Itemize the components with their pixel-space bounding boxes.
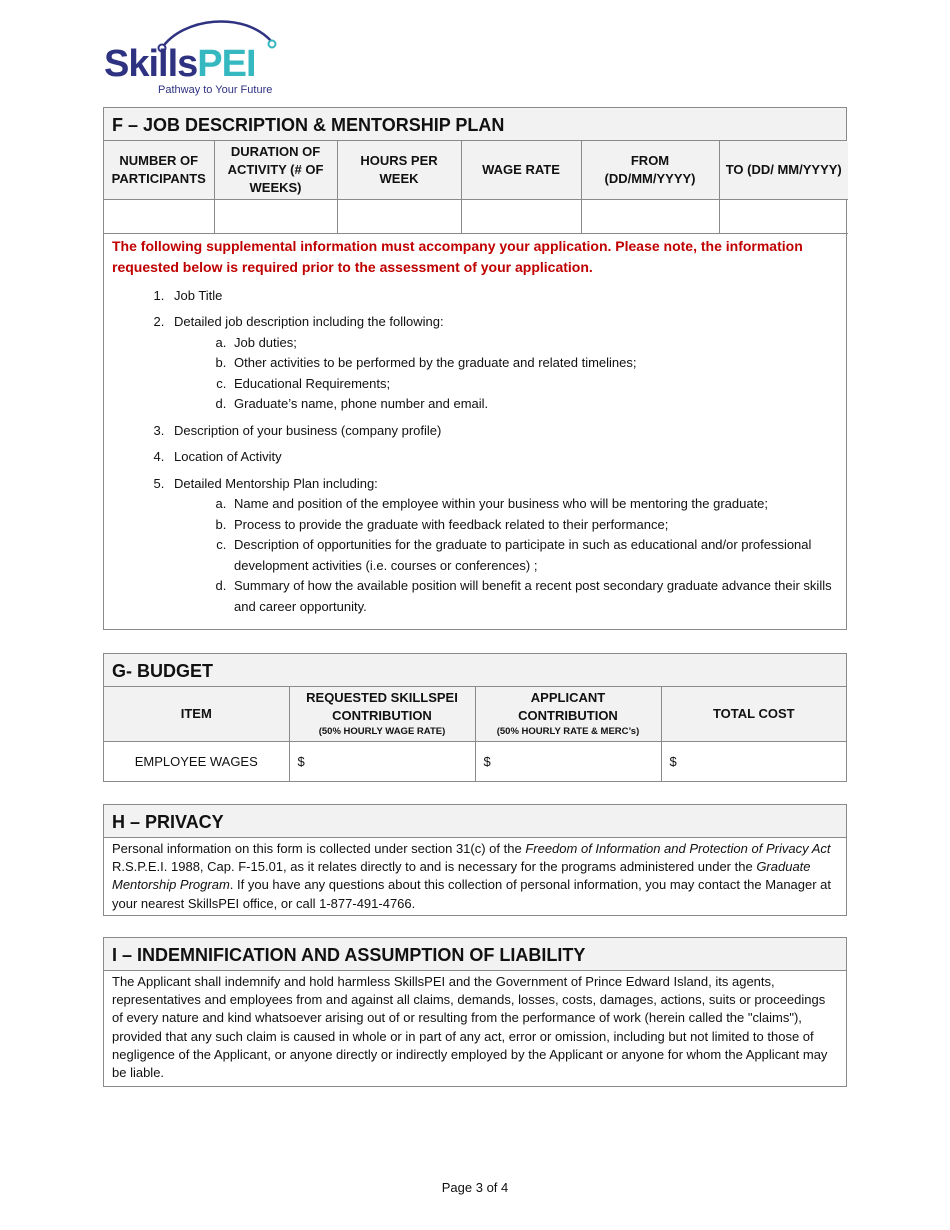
input-wage[interactable] bbox=[461, 199, 581, 233]
section-h-title: H – PRIVACY bbox=[104, 805, 846, 838]
skillspei-logo bbox=[104, 14, 284, 100]
sub-list-item: b. Other activities to be performed by the graduate and related timelines; bbox=[230, 353, 846, 374]
input-applicant-amount[interactable]: $ bbox=[475, 741, 661, 781]
sub-list bbox=[174, 494, 846, 617]
sub-list bbox=[174, 333, 846, 415]
list-item: 2. Detailed job description including the following: a. Job duties; b. Other activities to be performed by the graduate and related timelines; c. Educational Requirements; d. Graduate’s name, phone number and email. bbox=[168, 312, 846, 415]
input-requested-amount[interactable]: $ bbox=[289, 741, 475, 781]
section-g-title: G- BUDGET bbox=[104, 654, 846, 687]
supplemental-notice: The following supplemental information must accompany your application. Please note, the information requested below is required prior to the assessment of your application. bbox=[112, 237, 803, 275]
header-requested-contribution: REQUESTED SKILLSPEI CONTRIBUTION (50% HOURLY WAGE RATE) bbox=[289, 687, 475, 741]
input-duration[interactable] bbox=[214, 199, 337, 233]
list-item: 4. Location of Activity bbox=[168, 447, 846, 468]
sub-list-item: d. Summary of how the available position will benefit a recent post secondary graduate advance their skills and career opportunity. bbox=[230, 576, 846, 617]
requirements-list bbox=[104, 286, 846, 618]
header-wage: WAGE RATE bbox=[461, 141, 581, 199]
header-participants: NUMBER OF PARTICIPANTS bbox=[104, 141, 214, 199]
participants-table bbox=[104, 141, 848, 234]
header-hours: HOURS PER WEEK bbox=[337, 141, 461, 199]
sub-list-item: d. Graduate’s name, phone number and email. bbox=[230, 394, 846, 415]
section-f-title: F – JOB DESCRIPTION & MENTORSHIP PLAN bbox=[104, 108, 846, 141]
indemnification-text: The Applicant shall indemnify and hold harmless SkillsPEI and the Government of Prince Edward Island, its agents, representatives and employees from and against all claims, demands, losses, costs, damages, actions, suits or proceedings of every nature and kind whatsoever arising out of or resulting from the performance of work (herein called the "claims"), provided that any such claim is caused in whole or in part of any act, error or omission, including but not limited to those of negligence of the Applicant, or anyone directly or indirectly employed by the Applicant or anyone for whom the Applicant may be liable. bbox=[112, 974, 828, 1081]
logo-tagline: Pathway to Your Future bbox=[158, 84, 273, 96]
sub-list-item: c. Description of opportunities for the graduate to participate in such as educational and/or professional development activities (i.e. courses or conferences) ; bbox=[230, 535, 846, 576]
header-from: FROM (DD/MM/YYYY) bbox=[581, 141, 719, 199]
input-participants[interactable] bbox=[104, 199, 214, 233]
budget-table bbox=[104, 687, 846, 782]
section-f bbox=[103, 107, 847, 630]
logo-wordmark: SkillsPEI bbox=[104, 43, 256, 85]
list-item: 3. Description of your business (company profile) bbox=[168, 421, 846, 442]
requested-note: (50% HOURLY WAGE RATE) bbox=[318, 725, 446, 737]
section-i-title: I – INDEMNIFICATION AND ASSUMPTION OF LIABILITY bbox=[104, 938, 846, 971]
privacy-text: Personal information on this form is collected under section 31(c) of the Freedom of Information and Protection of Privacy Act R.S.P.E.I. 1988, Cap. F-15.01, as it relates directly to and is necessary for the programs administered under the Graduate Mentorship Program. If you have any questions about this collection of personal information, you may contact the Manager at your nearest SkillsPEI office, or call 1-877-491-4766. bbox=[112, 841, 832, 911]
header-applicant-contribution: APPLICANT CONTRIBUTION (50% HOURLY RATE & MERC’s) bbox=[475, 687, 661, 741]
sub-list-item: b. Process to provide the graduate with feedback related to their performance; bbox=[230, 515, 846, 536]
input-from-date[interactable] bbox=[581, 199, 719, 233]
sub-list-item: a. Job duties; bbox=[230, 333, 846, 354]
input-total-cost[interactable]: $ bbox=[661, 741, 846, 781]
header-to: TO (DD/ MM/YYYY) bbox=[719, 141, 848, 199]
row-label-employee-wages: EMPLOYEE WAGES bbox=[104, 741, 289, 781]
sub-list-item: c. Educational Requirements; bbox=[230, 374, 846, 395]
page-number: Page 3 of 4 bbox=[441, 1180, 509, 1195]
header-item: ITEM bbox=[104, 687, 289, 741]
sub-list-item: a. Name and position of the employee within your business who will be mentoring the graduate; bbox=[230, 494, 846, 515]
list-item: 5. Detailed Mentorship Plan including: a. Name and position of the employee within your business who will be mentoring the graduate; b. Process to provide the graduate with feedback related to their performance; c. Description of opportunities for the graduate to participate in such as educational and/or professional development activities (i.e. courses or conferences) ; d. Summary of how the available position will benefit a recent post secondary graduate advance their skills and career opportunity. bbox=[168, 474, 846, 618]
section-h bbox=[103, 804, 847, 916]
list-item: 1. Job Title bbox=[168, 286, 846, 307]
input-hours[interactable] bbox=[337, 199, 461, 233]
input-to-date[interactable] bbox=[719, 199, 848, 233]
section-g bbox=[103, 653, 847, 782]
section-i bbox=[103, 937, 847, 1087]
header-total-cost: TOTAL COST bbox=[661, 687, 846, 741]
header-duration: DURATION OF ACTIVITY (# OF WEEKS) bbox=[214, 141, 337, 199]
applicant-note: (50% HOURLY RATE & MERC’s) bbox=[496, 725, 640, 737]
